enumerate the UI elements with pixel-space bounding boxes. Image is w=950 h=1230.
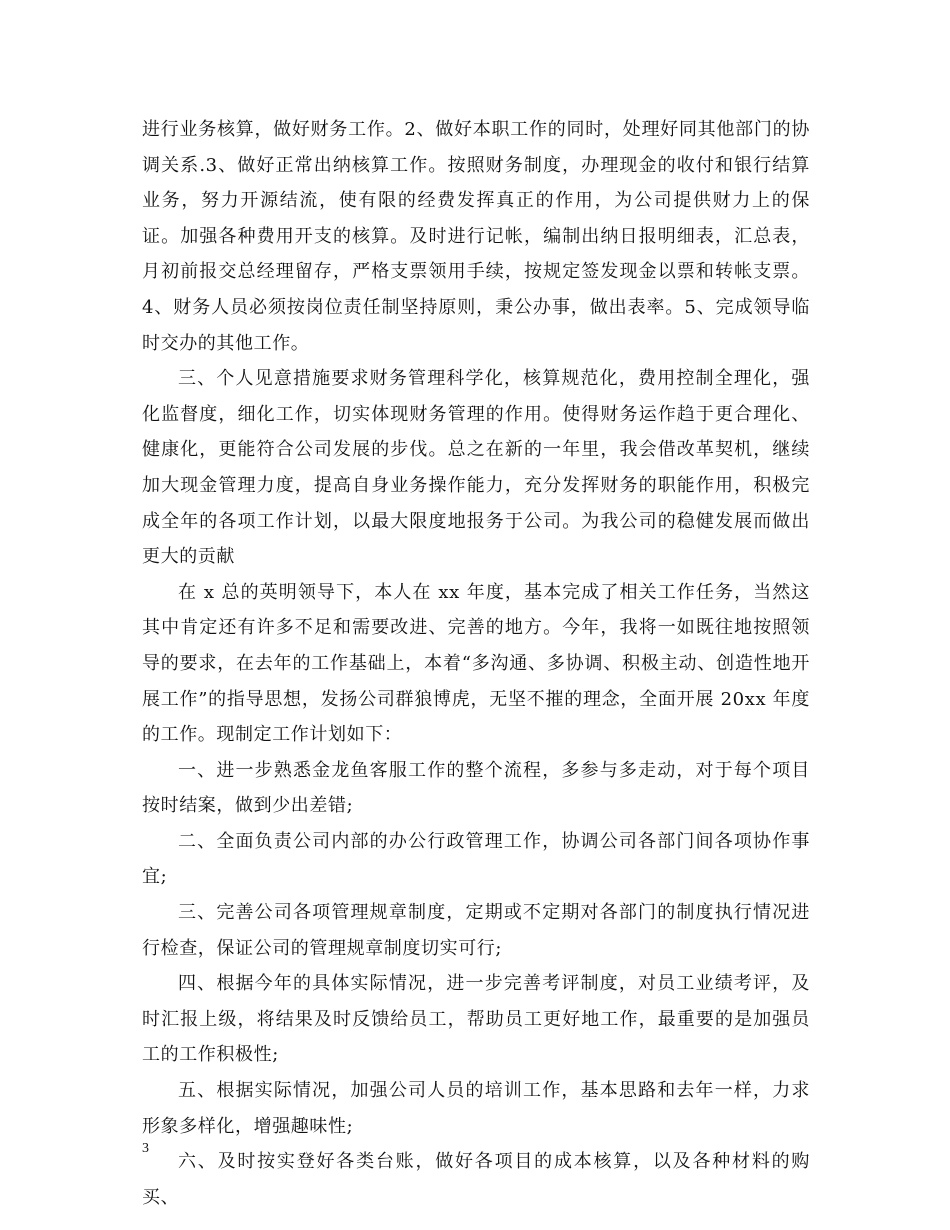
paragraph-item-2: 二、全面负责公司内部的办公行政管理工作，协调公司各部门间各项协作事宜; — [142, 830, 810, 888]
document-body — [142, 112, 810, 1215]
paragraph-plan-intro: 在 x 总的英明领导下，本人在 xx 年度，基本完成了相关工作任务，当然这其中肯定还有许多不足和需要改进、完善的地方。今年，我将一如既往地按照领导的要求，在去年的工作基础上，本着“多沟通、多协调、积极主动、创造性地开展工作”的指导思想，发扬公司群狼博虎，无坚不摧的理念，全面开展 20xx 年度的工作。现制定工作计划如下： — [142, 581, 810, 746]
paragraph-item-3: 三、完善公司各项管理规章制度，定期或不定期对各部门的制度执行情况进行检查，保证公司的管理规章制度切实可行; — [142, 902, 810, 959]
paragraph-finance-duties: 进行业务核算，做好财务工作。2、做好本职工作的同时，处理好同其他部门的协调关系.3、做好正常出纳核算工作。按照财务制度，办理现金的收付和银行结算业务，努力开源结流，使有限的经费发挥真正的作用，为公司提供财力上的保证。加强各种费用开支的核算。及时进行记帐，编制出纳日报明细表，汇总表，月初前报交总经理留存，严格支票领用手续，按规定签发现金以票和转帐支票。4、财务人员必须按岗位责任制坚持原则，秉公办事，做出表率。5、完成领导临时交办的其他工作。 — [142, 119, 810, 354]
page-number: 3 — [142, 1141, 149, 1156]
paragraph-item-4: 四、根据今年的具体实际情况，进一步完善考评制度，对员工业绩考评，及时汇报上级，将结果及时反馈给员工，帮助员工更好地工作，最重要的是加强员工的工作积极性; — [142, 973, 810, 1066]
paragraph-item-1: 一、进一步熟悉金龙鱼客服工作的整个流程，多参与多走动，对于每个项目按时结案，做到少出差错; — [142, 759, 810, 817]
paragraph-personal-suggestions: 三、个人见意措施要求财务管理科学化，核算规范化，费用控制全理化，强化监督度，细化工作，切实体现财务管理的作用。使得财务运作趋于更合理化、健康化，更能符合公司发展的步伐。总之在新的一年里，我会借改革契机，继续加大现金管理力度，提高自身业务操作能力，充分发挥财务的职能作用，积极完成全年的各项工作计划，以最大限度地报务于公司。为我公司的稳健发展而做出更大的贡献 — [142, 368, 810, 568]
paragraph-item-5: 五、根据实际情况，加强公司人员的培训工作，基本思路和去年一样，力求形象多样化，增强趣味性; — [142, 1080, 810, 1137]
paragraph-item-6: 六、及时按实登好各类台账，做好各项目的成本核算，以及各种材料的购买、 — [142, 1151, 810, 1208]
